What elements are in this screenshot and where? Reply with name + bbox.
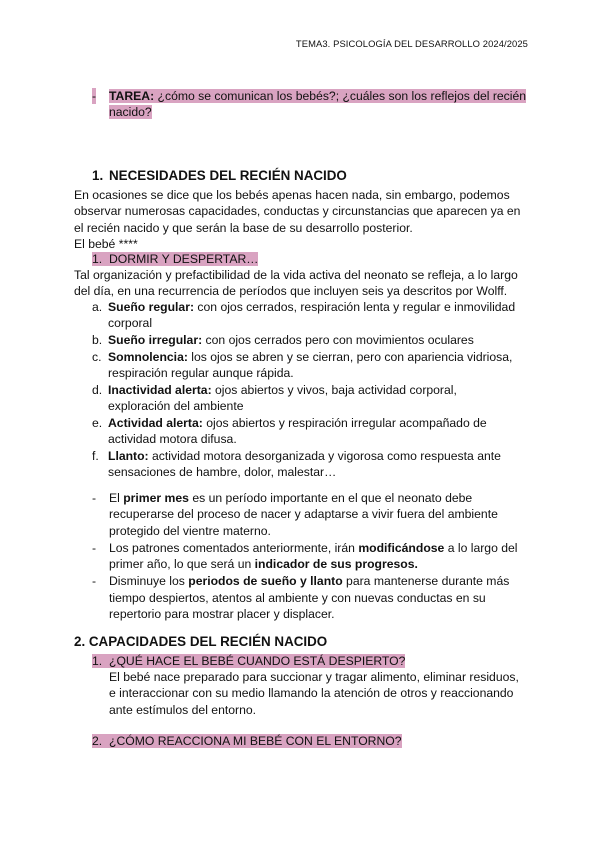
section2-heading: 2. CAPACIDADES DEL RECIÉN NACIDO — [74, 634, 328, 649]
state-term: Sueño irregular: — [108, 333, 203, 348]
state-item — [92, 349, 522, 382]
bebe-line: El bebé **** — [74, 236, 138, 251]
note-item — [92, 573, 522, 622]
notes-list — [92, 490, 522, 623]
note-dash: - — [92, 540, 97, 555]
state-letter: f. — [92, 449, 99, 464]
note-dash: - — [92, 574, 97, 589]
note-item — [92, 540, 522, 573]
section1-title: NECESIDADES DEL RECIÉN NACIDO — [109, 168, 347, 183]
state-letter: b. — [92, 333, 103, 348]
note-bold: modificándose — [358, 540, 445, 555]
subsection-despierto-title: ¿QUÉ HACE EL BEBÉ CUANDO ESTÁ DESPIERTO? — [109, 654, 406, 668]
state-letter: e. — [92, 416, 103, 431]
state-term: Somnolencia: — [108, 349, 188, 364]
section1-intro — [74, 187, 524, 252]
section1-heading: 1. NECESIDADES DEL RECIÉN NACIDO — [92, 168, 347, 183]
note-bold: indicador de sus progresos. — [254, 557, 418, 572]
state-desc: los ojos se abren y se cierran, pero con apariencia vidriosa, respiración regular aunque rápida. — [108, 349, 513, 381]
note-text: para mantenerse durante más tiempo despiertos, atentos al ambiente y con nuevas conductas en su repertorio para mostrar placer y displacer. — [109, 574, 510, 622]
states-list — [92, 299, 522, 481]
subsection-entorno-title: ¿CÓMO REACCIONA MI BEBÉ CON EL ENTORNO? — [109, 734, 402, 748]
state-desc: ojos abiertos y respiración irregular acompañado de actividad motora difusa. — [108, 416, 487, 447]
state-desc: con ojos cerrados, respiración lenta y regular e inmovilidad corporal — [108, 300, 516, 331]
state-letter: d. — [92, 382, 103, 397]
note-item — [92, 490, 522, 539]
note-text: El — [109, 491, 124, 505]
note-text: es un período importante en el que el neonato debe recuperarse del proceso de nacer y adaptarse a vivir fuera del ambiente protegido del vientre materno. — [109, 491, 498, 538]
state-desc: con ojos cerrados pero con movimientos oculares — [202, 333, 474, 348]
page-header: TEMA3. PSICOLOGÍA DEL DESARROLLO 2024/2025 — [295, 38, 528, 49]
task-item — [92, 88, 532, 121]
note-dash: - — [92, 491, 97, 505]
subsection-dormir-title: DORMIR Y DESPERTAR… — [109, 252, 259, 266]
state-desc: ojos abiertos y vivos, baja actividad corporal, exploración del ambiente — [108, 382, 457, 414]
state-letter: a. — [92, 300, 103, 314]
note-bold: periodos de sueño y llanto — [188, 574, 343, 589]
state-desc: actividad motora desorganizada y vigorosa como respuesta ante sensaciones de hambre, dolor, malestar… — [108, 449, 501, 480]
state-term: Actividad alerta: — [108, 416, 203, 431]
subsection-entorno: 2. ¿CÓMO REACCIONA MI BEBÉ CON EL ENTORNO? — [92, 734, 402, 748]
subsection-despierto: 1. ¿QUÉ HACE EL BEBÉ CUANDO ESTÁ DESPIERTO? — [92, 654, 406, 668]
task-label: TAREA: — [109, 89, 155, 103]
state-item — [92, 415, 522, 448]
state-item — [92, 382, 522, 415]
despierto-answer: El bebé nace preparado para succionar y tragar alimento, eliminar residuos, e interaccionar con su medio llamando la atención de otros y reaccionando ante estímulos del entorno. — [109, 670, 519, 717]
note-text: a lo largo del primer año, lo que será un — [109, 540, 518, 572]
note-text: Disminuye los — [109, 574, 189, 589]
state-item — [92, 448, 522, 481]
intro-text: En ocasiones se dice que los bebés apenas hacen nada, sin embargo, podemos observar numerosas capacidades, conductas y circunstancias que aparecen ya en el recién nacido y que serán la base de su desarrollo posterior. — [74, 188, 521, 235]
task-text: ¿cómo se comunican los bebés?; ¿cuáles son los reflejos del recién nacido? — [109, 89, 527, 120]
state-letter: c. — [92, 349, 102, 364]
state-term: Inactividad alerta: — [108, 382, 212, 397]
note-text: Los patrones comentados anteriormente, irán — [109, 540, 359, 555]
wolff-paragraph: Tal organización y prefactibilidad de la vida activa del neonato se refleja, a lo largo del día, en una recurrencia de períodos que incluyen seis ya descritos por Wolff. — [74, 268, 518, 299]
task-dash: - — [92, 89, 97, 103]
state-term: Llanto: — [108, 449, 149, 464]
state-item — [92, 332, 522, 348]
state-item — [92, 299, 522, 332]
subsection-dormir: 1. DORMIR Y DESPERTAR… — [92, 252, 259, 266]
state-term: Sueño regular: — [108, 300, 195, 314]
note-bold: primer mes — [123, 491, 189, 505]
